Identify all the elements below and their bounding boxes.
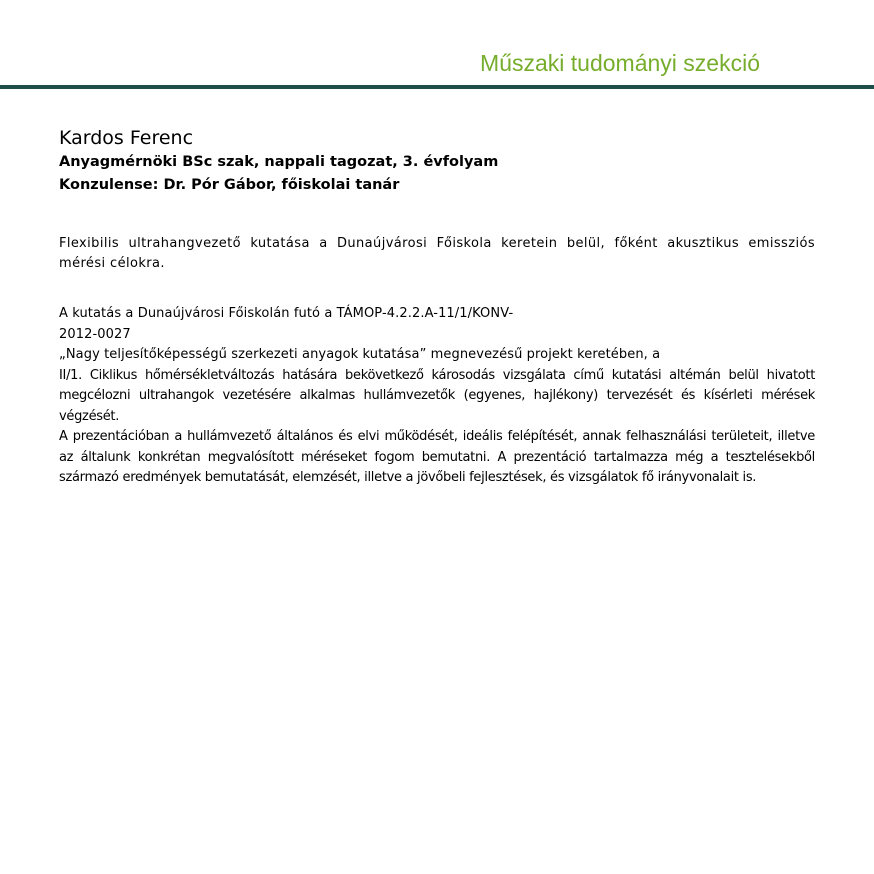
abstract-line-3: „Nagy teljesítőképességű szerkezeti anyagok kutatása” megnevezésű projekt keretében, a — [59, 347, 661, 362]
author-supervisor: Konzulense: Dr. Pór Gábor, főiskolai tanár — [59, 177, 400, 193]
abstract-line-2: 2012-0027 — [59, 326, 131, 342]
author-name: Kardos Ferenc — [59, 127, 194, 149]
abstract-line-1: A kutatás a Dunaújvárosi Főiskolán futó a TÁMOP-4.2.2.A-11/1/KONV- — [59, 306, 514, 321]
abstract-body — [59, 304, 815, 489]
author-program: Anyagmérnöki BSc szak, nappali tagozat, 3. évfolyam — [59, 154, 499, 170]
abstract-page — [59, 125, 815, 489]
abstract-paragraph-1: II/1. Ciklikus hőmérsékletváltozás hatására bekövetkező károsodás vizsgálata című kutatási altémán belül hivatott megcélozni ultrahangok vezetésére alkalmas hullámvezetők (egyenes, hajlékony) tervezését és kísérleti mérések végzését. — [59, 367, 815, 424]
section-title: Műszaki tudományi szekció — [480, 50, 760, 76]
abstract-paragraph-2: A prezentációban a hullámvezető általános és elvi működését, ideális felépítését, annak felhasználási területeit, illetve az általunk konkrétan megvalósított méréseket fogom bemutatni. A prezentáció tartalmazza még a tesztelésekből származó eredmények bemutatását, elemzését, illetve a jövőbeli fejlesztések, és vizsgálatok fő irányvonalait is. — [59, 429, 815, 485]
abstract-title: Flexibilis ultrahangvezető kutatása a Dunaújvárosi Főiskola keretein belül, főként akusztikus emissziós mérési célokra. — [59, 236, 815, 271]
header-divider — [0, 85, 874, 89]
